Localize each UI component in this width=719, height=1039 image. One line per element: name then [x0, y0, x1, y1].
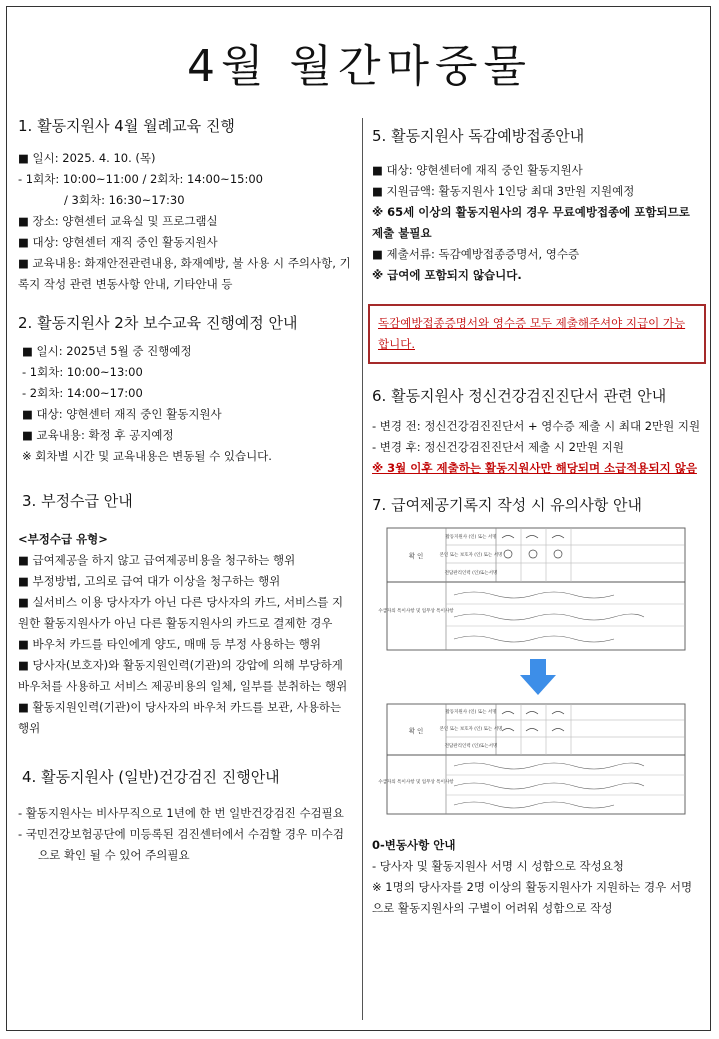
- s1-target: ■ 대상: 양현센터 재직 중인 활동지원사: [18, 235, 218, 249]
- s2-date: ■ 일시: 2025년 5월 중 진행예정: [22, 344, 192, 358]
- s1-content: ■ 교육내용: 화재안전관련내용, 화재예방, 불 사용 시 주의사항, 기록지 작성 관련 변동사항 안내, 기타안내 등: [18, 256, 351, 291]
- s3-item: ■ 바우처 카드를 타인에게 양도, 매매 등 부정 사용하는 행위: [18, 637, 321, 651]
- section-6-heading: 6. 활동지원사 정신건강검진진단서 관련 안내: [372, 387, 667, 405]
- form-row-label: 전담관리인력 (인)또는서명: [444, 744, 498, 749]
- page-title: 4월 월간마중물: [186, 41, 532, 92]
- section-2-heading: 2. 활동지원사 2차 보수교육 진행예정 안내: [18, 314, 298, 332]
- section-4-heading: 4. 활동지원사 (일반)건강검진 진행안내: [22, 768, 280, 786]
- s3-subheading: <부정수급 유형>: [18, 532, 108, 546]
- s2-time2: - 2회차: 14:00~17:00: [22, 386, 143, 400]
- right-column: [372, 124, 702, 919]
- column-divider: [362, 118, 363, 1020]
- s4-item: - 국민건강보험공단에 미등록된 검진센터에서 수검할 경우 미수검으로 확인 될 수 있어 주의필요: [18, 827, 345, 862]
- s5-docs: ■ 제출서류: 독감예방접종증명서, 영수증: [372, 247, 580, 261]
- s5-notice-box: [368, 304, 706, 364]
- s5-amount: ■ 지원금액: 활동지원사 1인당 최대 3만원 지원예정: [372, 184, 635, 198]
- section-6: [372, 384, 702, 479]
- form-memo-label: 수급자의 특이사항 및 업무상 특이사항: [378, 609, 454, 614]
- s3-item: ■ 활동지원인력(기관)이 당사자의 바우처 카드를 보관, 사용하는 행위: [18, 700, 342, 735]
- section-3: [18, 489, 353, 739]
- s4-item: - 활동지원사는 비사무직으로 1년에 한 번 일반건강검진 수검필요: [18, 806, 344, 820]
- s7-change-item: - 당사자 및 활동지원사 서명 시 성함으로 작성요청: [372, 859, 624, 873]
- section-2: [18, 311, 353, 467]
- form-sample-before: [378, 527, 686, 651]
- s5-excluded: ※ 급여에 포함되지 않습니다.: [372, 268, 522, 282]
- s1-place: ■ 장소: 양현센터 교육실 및 프로그램실: [18, 214, 218, 228]
- form-row-label: 활동지원사 (인) 또는 서명: [445, 535, 497, 540]
- s6-after: - 변경 후: 정신건강검진진단서 제출 시 2만원 지원: [372, 440, 624, 454]
- section-7-heading: 7. 급여제공기록지 작성 시 유의사항 안내: [372, 496, 642, 514]
- section-7: [372, 493, 702, 919]
- form-row-label: 본인 또는 보호자 (인) 또는 서명: [439, 727, 503, 732]
- form-row-label: 본인 또는 보호자 (인) 또는 서명: [439, 553, 503, 558]
- s3-item: ■ 부정방법, 고의로 급여 대가 이상을 청구하는 행위: [18, 574, 281, 588]
- s7-change-note: ※ 1명의 당사자를 2명 이상의 활동지원사가 지원하는 경우 서명으로 활동지원사의 구별이 어려워 성함으로 작성: [372, 880, 693, 915]
- s1-time2: / 3회차: 16:30~17:30: [64, 193, 185, 207]
- s2-content: ■ 교육내용: 확정 후 공지예정: [22, 428, 174, 442]
- section-5-heading: 5. 활동지원사 독감예방접종안내: [372, 127, 585, 145]
- form-confirm-label: 확 인: [408, 727, 424, 735]
- down-arrow-icon: [518, 657, 558, 697]
- s3-item: ■ 실서비스 이용 당사자가 아닌 다른 당사자의 카드, 서비스를 지원한 활동지원사가 아닌 다른 활동지원사의 카드로 결제한 경우: [18, 595, 344, 630]
- s5-target: ■ 대상: 양현센터에 재직 중인 활동지원사: [372, 163, 583, 177]
- left-column: [18, 110, 353, 866]
- form-memo-label: 수급자의 특이사항 및 업무상 특이사항: [378, 780, 454, 785]
- form-row-label: 전담관리인력 (인)또는서명: [444, 571, 498, 576]
- s1-time1: - 1회차: 10:00~11:00 / 2회차: 14:00~15:00: [18, 172, 263, 186]
- s5-note: ※ 65세 이상의 활동지원사의 경우 무료예방접종에 포함되므로 제출 불필요: [372, 205, 690, 240]
- section-4: [18, 765, 353, 866]
- s6-note: ※ 3월 이후 제출하는 활동지원사만 해당되며 소급적용되지 않음: [372, 461, 697, 475]
- s3-item: ■ 급여제공을 하지 않고 급여제공비용을 청구하는 행위: [18, 553, 296, 567]
- s2-time1: - 1회차: 10:00~13:00: [22, 365, 143, 379]
- form-row-label: 활동지원사 (인) 또는 서명: [445, 710, 497, 715]
- section-3-heading: 3. 부정수급 안내: [22, 492, 133, 510]
- section-1-heading: 1. 활동지원사 4월 월례교육 진행: [18, 117, 235, 135]
- s1-date: ■ 일시: 2025. 4. 10. (목): [18, 151, 156, 165]
- s2-target: ■ 대상: 양현센터 재직 중인 활동지원사: [22, 407, 222, 421]
- s7-change-title: 0-변동사항 안내: [372, 838, 456, 852]
- section-1: [18, 114, 353, 295]
- section-5: [372, 124, 702, 364]
- form-confirm-label: 확 인: [408, 552, 424, 560]
- s6-before: - 변경 전: 정신건강검진진단서 + 영수증 제출 시 최대 2만원 지원: [372, 419, 701, 433]
- form-sample-after: [378, 703, 686, 815]
- s3-item: ■ 당사자(보호자)와 활동지원인력(기관)의 강압에 의해 부당하게 바우처를 사용하고 서비스 제공비용의 일체, 일부를 분취하는 행위: [18, 658, 348, 693]
- s5-notice-text: 독감예방접종증명서와 영수증 모두 제출해주셔야 지급이 가능합니다.: [378, 316, 686, 351]
- s2-note: ※ 회차별 시간 및 교육내용은 변동될 수 있습니다.: [22, 449, 272, 463]
